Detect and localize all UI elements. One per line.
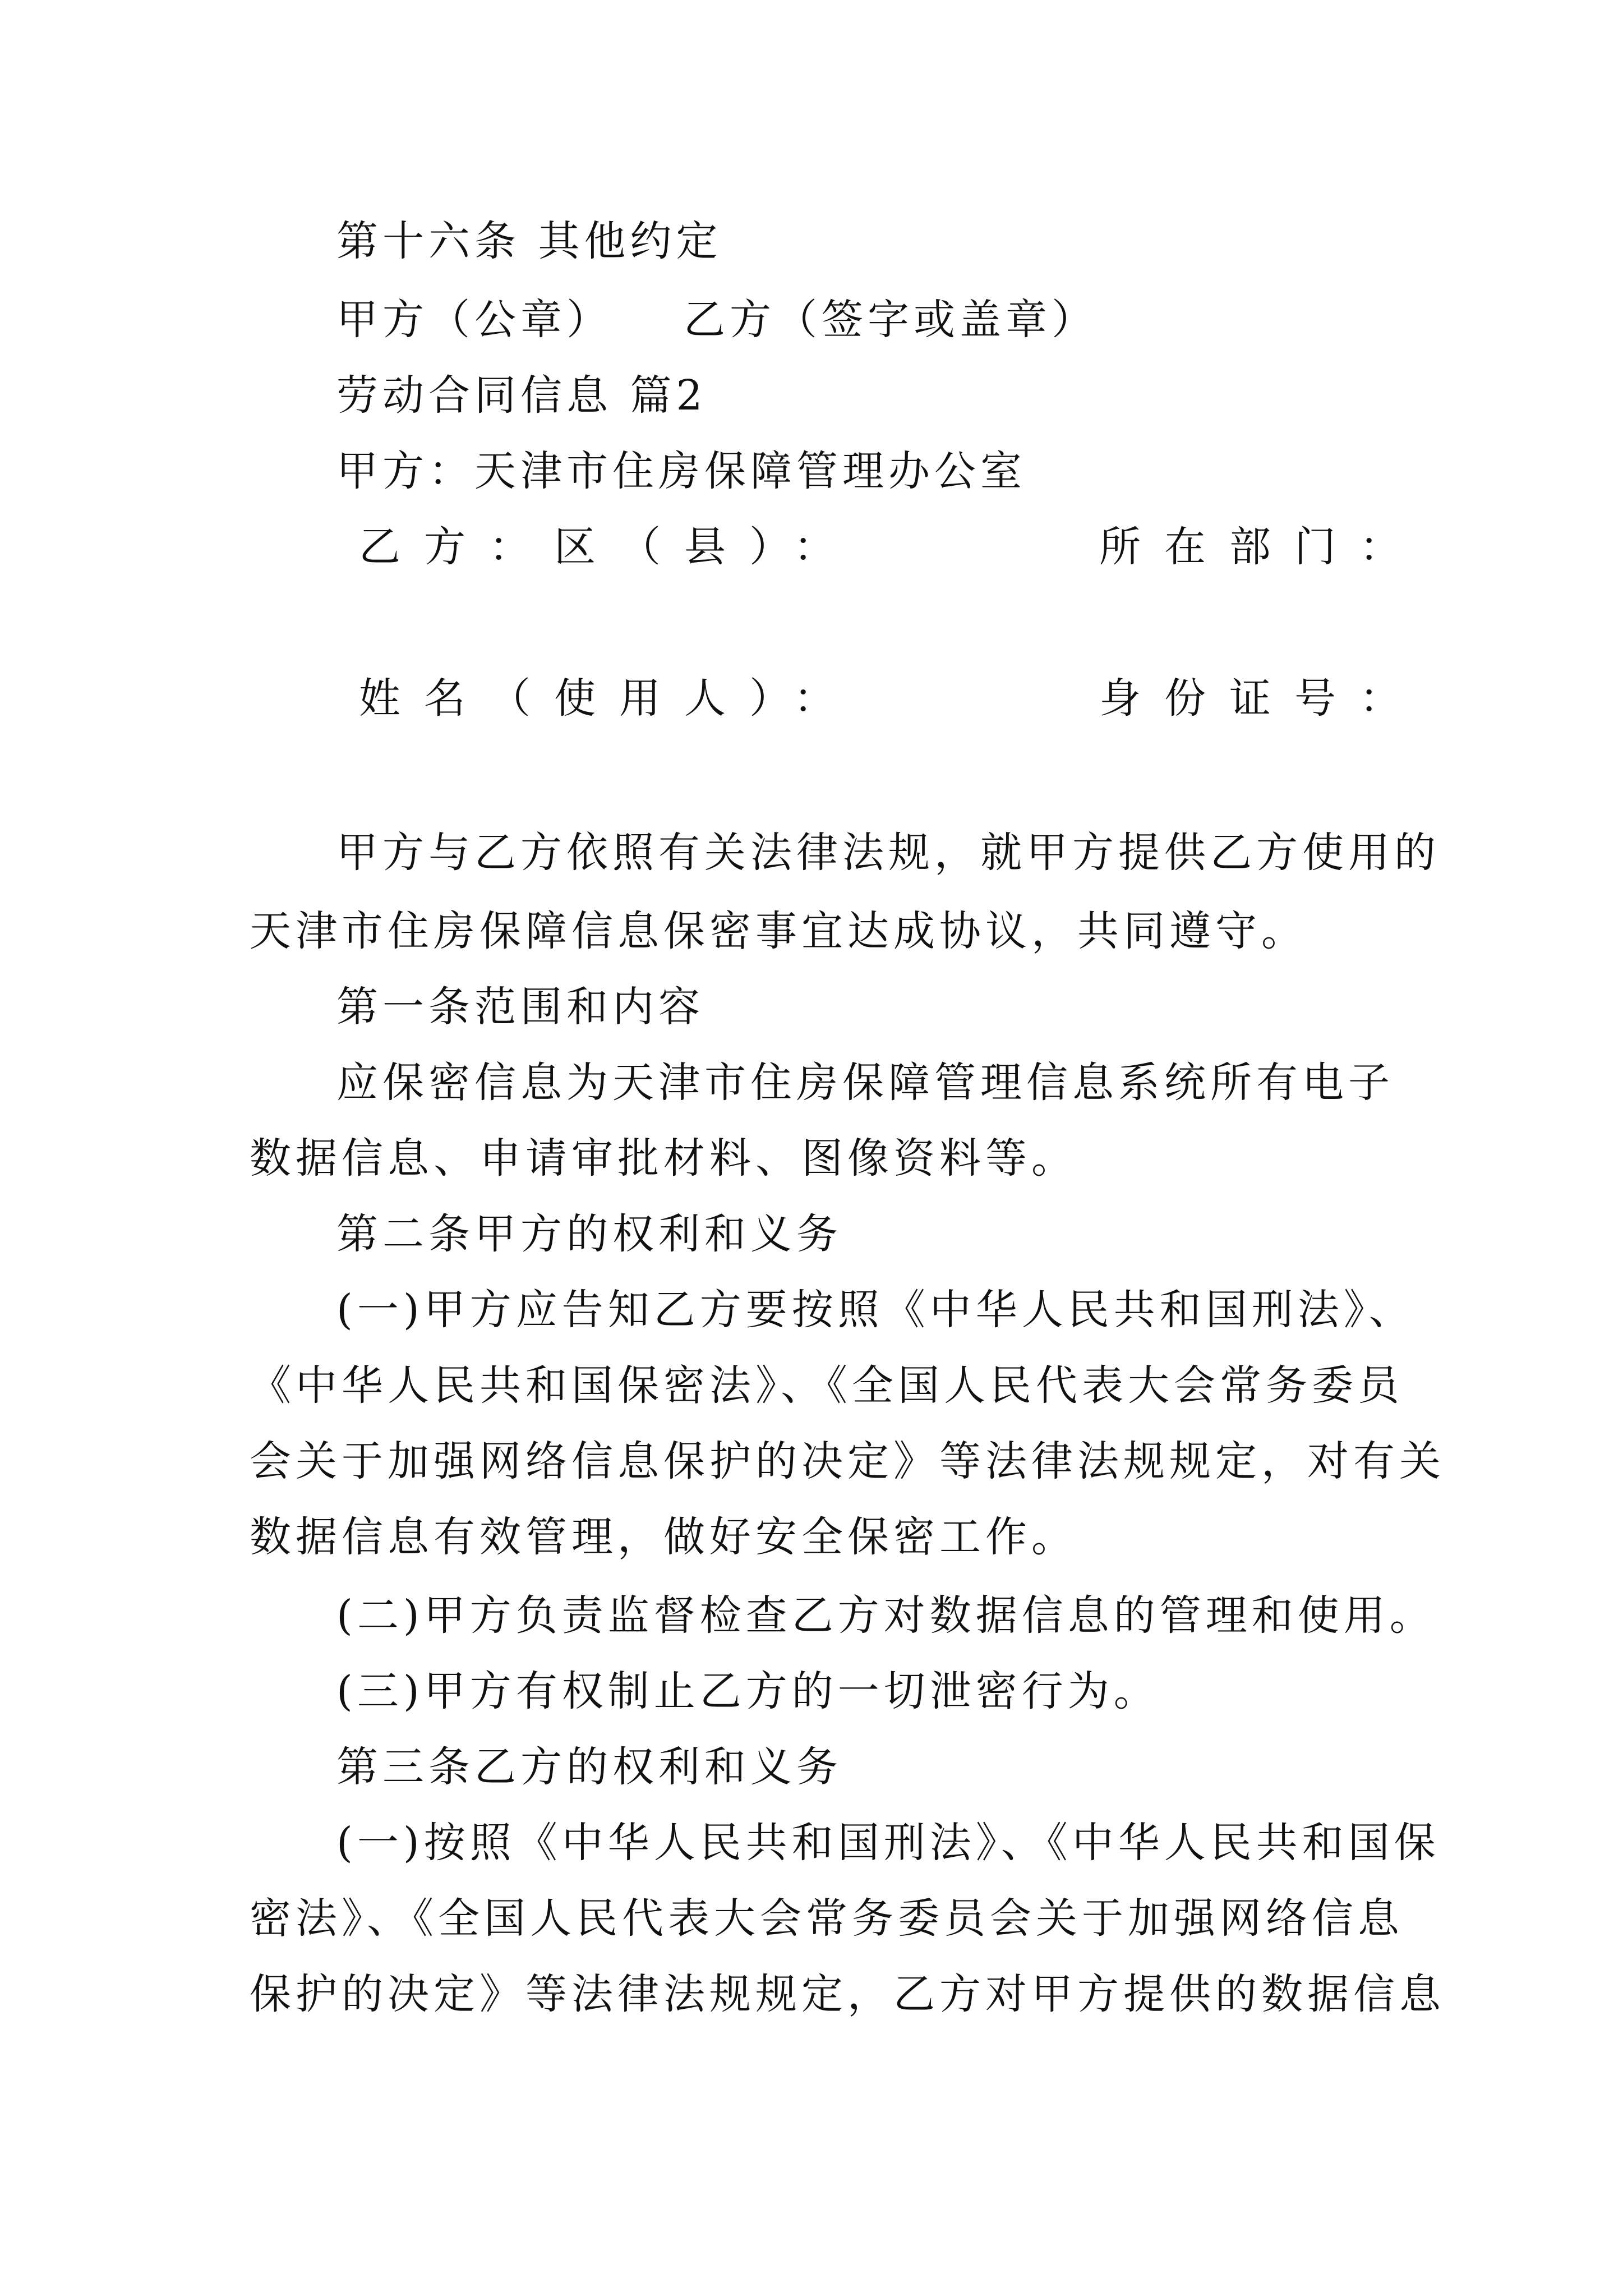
article-2-item-3: (三)甲方有权制止乙方的一切泄密行为。 [336,1667,1160,1715]
intro-paragraph-line-1: 甲方与乙方依照有关法律法规，就甲方提供乙方使用的 [336,829,1440,877]
intro-paragraph-line-2: 天津市住房保障信息保密事宜达成协议，共同遵守。 [250,907,1307,955]
article-3-item-1-line-2: 密法》、《全国人民代表大会常务委员会关于加强网络信息 [250,1894,1404,1943]
party-b-district-label: 乙方：区（县）： [359,523,859,571]
article-2-heading: 第二条甲方的权利和义务 [336,1210,842,1258]
department-label: 所在部门： [1099,523,1424,571]
party-a-line: 甲方：天津市住房保障管理办公室 [336,447,1026,495]
article-1-text-line-1: 应保密信息为天津市住房保障管理信息系统所有电子 [336,1059,1394,1107]
article-2-item-1-line-3: 会关于加强网络信息保护的决定》等法律法规规定，对有关 [250,1437,1445,1485]
article-16-heading: 第十六条 其他约定 [336,217,722,265]
article-2-item-2: (二)甲方负责监督检查乙方对数据信息的管理和使用。 [336,1591,1436,1640]
article-2-item-1-line-4: 数据信息有效管理，做好安全保密工作。 [250,1513,1077,1561]
article-2-item-1-line-1: (一)甲方应告知乙方要按照《中华人民共和国刑法》、 [336,1286,1415,1334]
id-number-label: 身份证号： [1099,674,1424,723]
article-1-text-line-2: 数据信息、申请审批材料、图像资料等。 [250,1134,1077,1182]
user-name-label: 姓名（使用人）： [359,674,859,723]
article-1-heading: 第一条范围和内容 [336,983,704,1031]
signature-line: 甲方（公章） 乙方（签字或盖章） [336,296,1098,344]
article-3-item-1-line-1: (一)按照《中华人民共和国刑法》、《中华人民共和国保 [336,1819,1440,1867]
article-2-item-1-line-2: 《中华人民共和国保密法》、《全国人民代表大会常务委员 [250,1361,1404,1410]
section-title: 劳动合同信息 篇2 [336,371,707,420]
article-3-item-1-line-3: 保护的决定》等法律法规规定，乙方对甲方提供的数据信息 [250,1970,1445,2018]
article-3-heading: 第三条乙方的权利和义务 [336,1743,842,1791]
